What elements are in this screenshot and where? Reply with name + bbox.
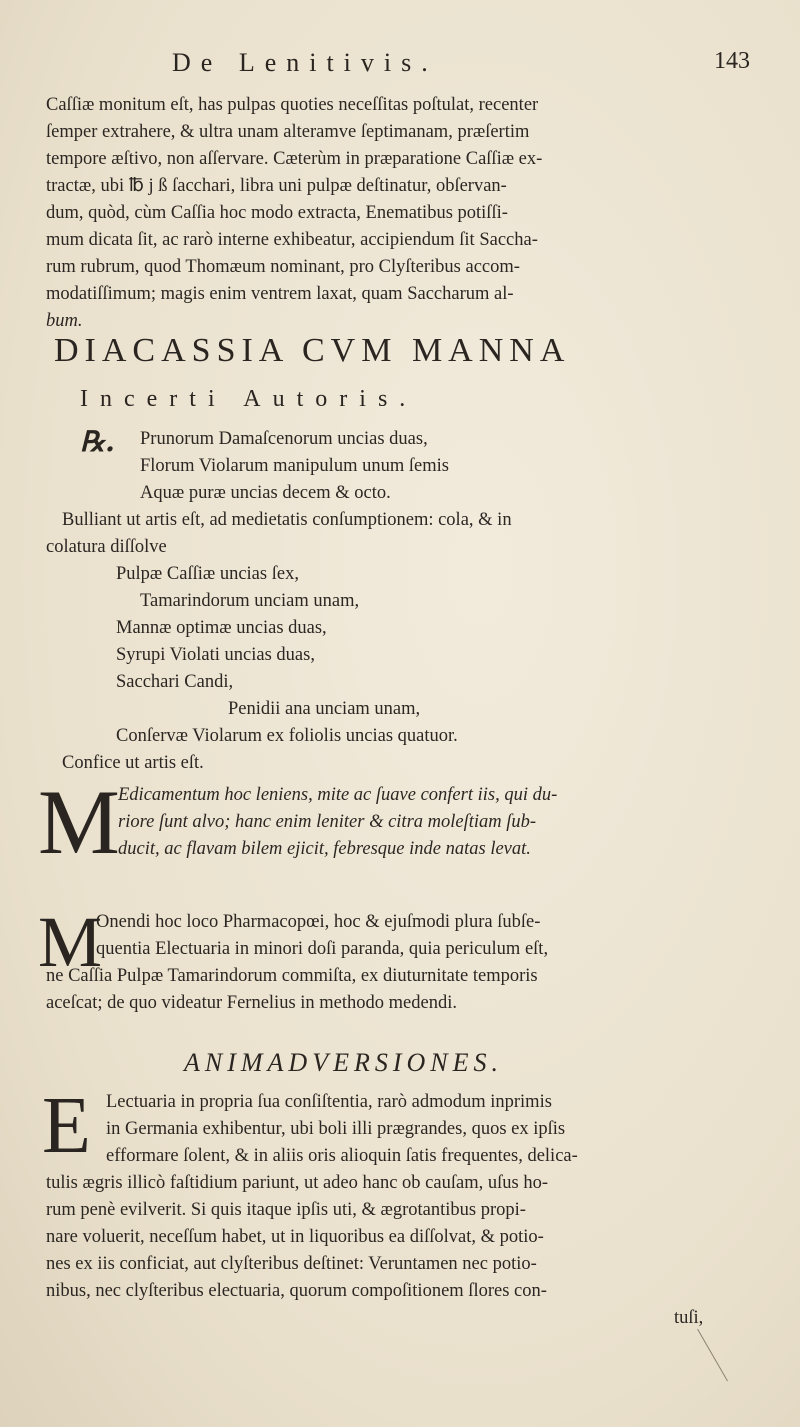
recipe-title: DIACASSIA CVM MANNA: [54, 332, 571, 369]
drop-cap: M: [38, 771, 120, 873]
text-line: quentia Electuaria in minori doſi paranda, quia periculum eſt,: [96, 939, 549, 959]
text-line: mum dicata ſit, ac rarò interne exhibeatur, accipiendum ſit Saccha-: [46, 230, 538, 250]
recipe-line: Tamarindorum unciam unam,: [140, 591, 360, 611]
text-line: riore ſunt alvo; hanc enim leniter & citra moleſtiam ſub-: [118, 812, 537, 832]
recipe-line: Penidii ana unciam unam,: [228, 699, 421, 719]
page-header: [0, 44, 800, 84]
drop-cap: M: [38, 902, 103, 982]
recipe-line: Florum Violarum manipulum unum ſemis: [140, 456, 449, 476]
text-line: dum, quòd, cùm Caſſia hoc modo extracta, Enematibus potiſſi-: [46, 203, 508, 223]
text-line: Lectuaria in propria ſua conſiſtentia, rarò admodum inprimis: [106, 1092, 552, 1112]
text-line: Edicamentum hoc leniens, mite ac ſuave confert iis, qui du-: [118, 785, 558, 805]
text-line: aceſcat; de quo videatur Fernelius in methodo medendi.: [46, 993, 457, 1013]
text-line: rum penè evilverit. Si quis itaque ipſis uti, & ægrotantibus propi-: [46, 1200, 526, 1220]
text-line: ne Caſſia Pulpæ Tamarindorum commiſta, ex diuturnitate temporis: [46, 966, 538, 986]
recipe-line: Pulpæ Caſſiæ uncias ſex,: [116, 564, 299, 584]
recipe-line: Bulliant ut artis eſt, ad medietatis conſumptionem: cola, & in: [62, 510, 512, 530]
text-line: in Germania exhibentur, ubi boli illi prægrandes, quos ex ipſis: [106, 1119, 566, 1139]
text-line: efformare ſolent, & in aliis oris alioquin ſatis frequentes, delica-: [106, 1146, 578, 1166]
text-line: tulis ægris illicò faſtidium pariunt, ut adeo hanc ob cauſam, uſus ho-: [46, 1173, 548, 1193]
recipe-author: Incerti Autoris.: [80, 386, 418, 412]
recipe-line: Sacchari Candi,: [116, 672, 234, 692]
recipe-line: Prunorum Damaſcenorum uncias duas,: [140, 429, 428, 449]
running-title: De Lenitivis.: [172, 48, 438, 77]
text-line: nibus, nec clyſteribus electuaria, quorum compoſitionem ſlores con-: [46, 1281, 547, 1301]
drop-cap: E: [42, 1082, 91, 1170]
recipe-line: Confice ut artis eſt.: [62, 753, 204, 773]
text-line: Caſſiæ monitum eſt, has pulpas quoties neceſſitas poſtulat, recenter: [46, 95, 539, 115]
section-heading: ANIMADVERSIONES.: [184, 1048, 504, 1077]
page-number: 143: [714, 48, 750, 74]
text-line: modatiſſimum; magis enim ventrem laxat, quam Saccharum al-: [46, 284, 514, 304]
text-line: nare voluerit, neceſſum habet, ut in liquoribus ea diſſolvat, & potio-: [46, 1227, 544, 1247]
text-line: tractæ, ubi ℔ j ß ſacchari, libra uni pulpæ deſtinatur, obſervan-: [46, 176, 507, 196]
recipe-line: Syrupi Violati uncias duas,: [116, 645, 315, 665]
text-line: bum.: [46, 311, 83, 331]
text-line: ſemper extrahere, & ultra unam alteramve ſeptimanam, præſertim: [46, 122, 530, 142]
recipe-line: Conſervæ Violarum ex foliolis uncias quatuor.: [116, 726, 458, 746]
recipe-line: colatura diſſolve: [46, 537, 167, 557]
text-line: rum rubrum, quod Thomæum nominant, pro Clyſteribus accom-: [46, 257, 520, 277]
recipe-line: Mannæ optimæ uncias duas,: [116, 618, 327, 638]
paper-mark: [697, 1329, 728, 1381]
recipe-symbol: ℞.: [80, 425, 115, 458]
text-line: tempore æſtivo, non aſſervare. Cæterùm in præparatione Caſſiæ ex-: [46, 149, 543, 169]
recipe-line: Aquæ puræ uncias decem & octo.: [140, 483, 391, 503]
text-line: ducit, ac flavam bilem ejicit, febresque inde natas levat.: [118, 839, 531, 859]
text-line: Onendi hoc loco Pharmacopœi, hoc & ejuſmodi plura ſubſe-: [96, 912, 541, 932]
text-line: nes ex iis conficiat, aut clyſteribus deſtinet: Veruntamen nec potio-: [46, 1254, 537, 1274]
catchword: tuſi,: [674, 1308, 704, 1328]
